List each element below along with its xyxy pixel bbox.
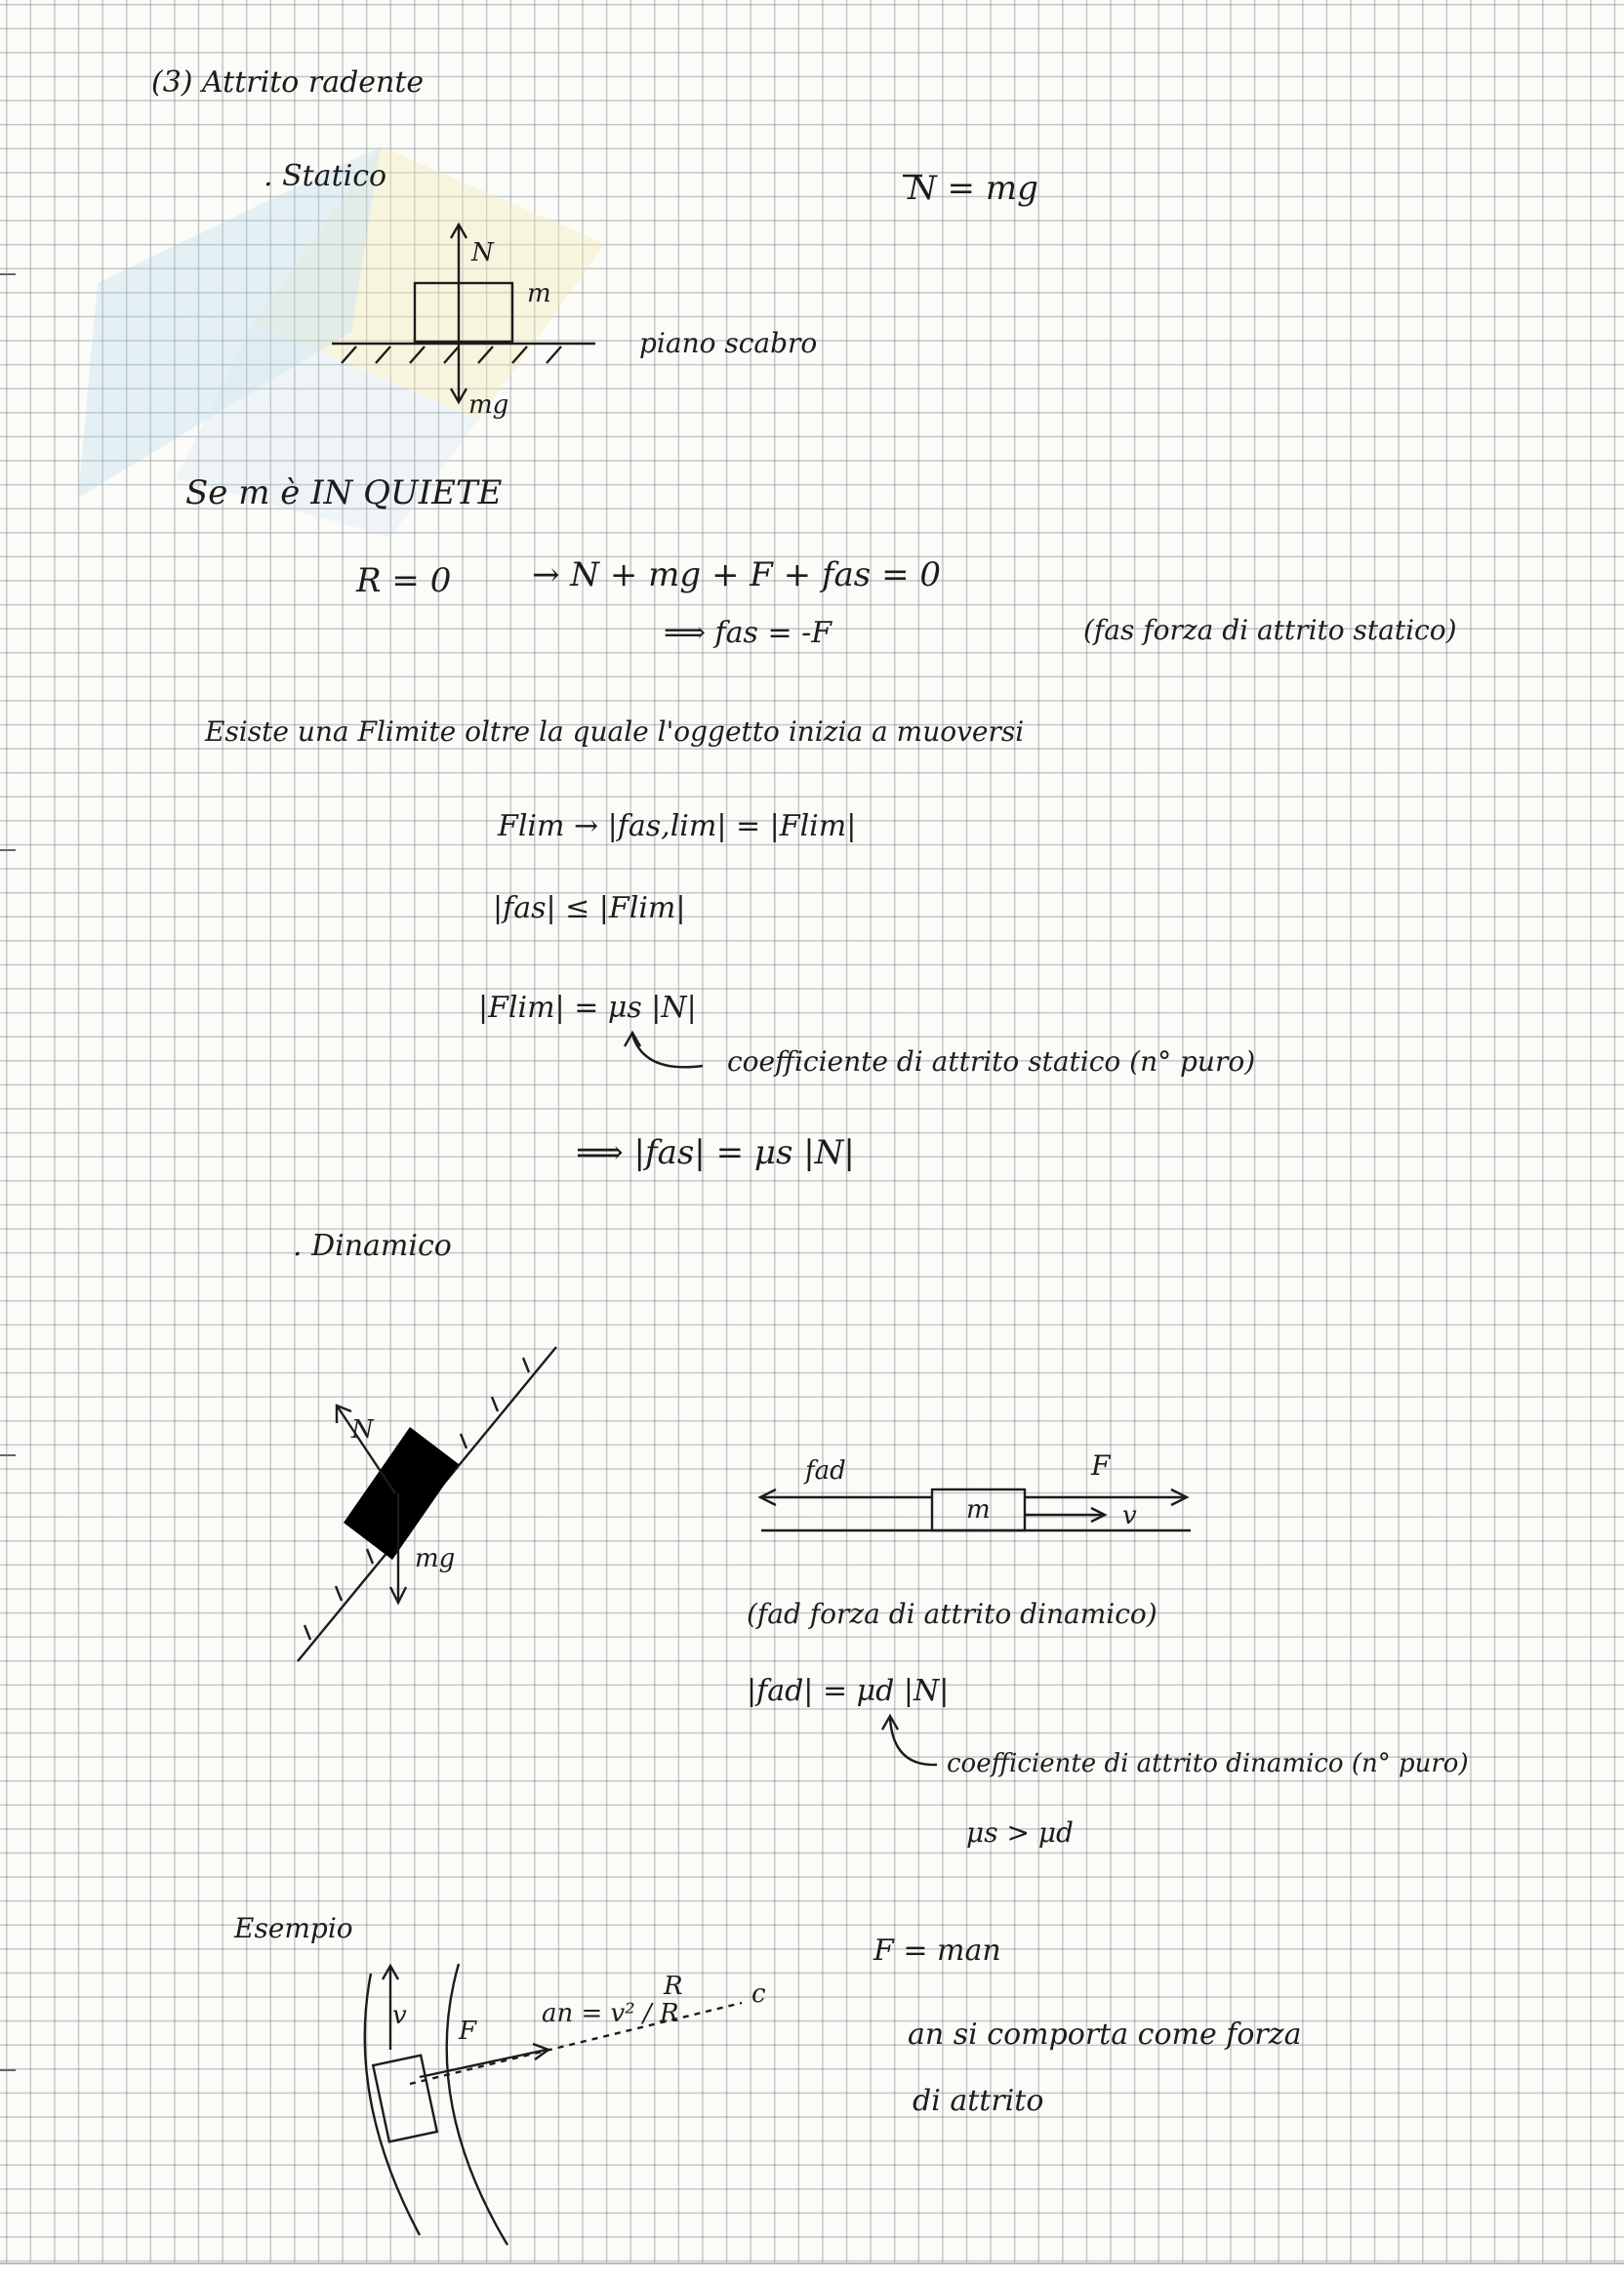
eq-flim-2: |fas| ≤ |Flim| (493, 891, 686, 925)
label-v-esempio: v (392, 2001, 407, 2030)
label-n-statico: N (471, 238, 494, 267)
eq-flim-1: Flim → |fas,lim| = |Flim| (498, 809, 857, 843)
condition-quiete: Se m è IN QUIETE (185, 473, 503, 512)
eq-f-man: F = man (873, 1934, 1001, 1968)
label-m-statico: m (527, 279, 551, 308)
label-f-esempio: F (459, 2017, 477, 2046)
ineq-mu: μs > μd (966, 1816, 1074, 1849)
flim-intro: Esiste una Flimite oltre la quale l'oggetto inizia a muoversi (205, 715, 1025, 748)
label-r-esempio: R (664, 1972, 683, 2001)
eq-fad: |fad| = μd |N| (747, 1674, 950, 1708)
label-v-dinamico: v (1122, 1501, 1137, 1530)
eq-flim-3: |Flim| = μs |N| (478, 991, 697, 1025)
note-fad: (fad forza di attrito dinamico) (747, 1598, 1157, 1630)
label-f-dinamico: F (1091, 1449, 1111, 1482)
eq-resultant: R = 0 (356, 561, 452, 600)
eq-force-sum: → N + mg + F + fas = 0 (532, 555, 941, 594)
coef-static-note: coefficiente di attrito statico (n° puro) (727, 1045, 1256, 1078)
eq-normal-force: N = mg (908, 169, 1038, 208)
page-bottom-edge (0, 2263, 1624, 2283)
eq-final-static: ⟹ |fas| = μs |N| (576, 1133, 855, 1172)
eq-fas: ⟹ fas = -F (664, 616, 832, 650)
note-an-line1: an si comporta come forza (908, 2018, 1302, 2052)
coef-dynamic-note: coefficiente di attrito dinamico (n° puro) (947, 1749, 1469, 1778)
note-an-line2: di attrito (913, 2084, 1044, 2118)
label-mg-statico: mg (468, 390, 509, 420)
eq-an: an = v² / R (542, 1999, 679, 2028)
label-piano-scabro: piano scabro (639, 327, 818, 359)
dinamico-heading: . Dinamico (293, 1229, 452, 1263)
label-mg-dinamico: mg (415, 1544, 456, 1573)
note-fas: (fas forza di attrito statico) (1083, 614, 1457, 646)
label-fad: fad (805, 1456, 846, 1486)
section-title: (3) Attrito radente (151, 65, 425, 100)
esempio-heading: Esempio (234, 1912, 353, 1944)
label-m-dinamico: m (966, 1495, 991, 1525)
label-c-esempio: c (751, 1979, 766, 2009)
statico-heading: . Statico (264, 159, 387, 193)
label-n-dinamico: N (351, 1415, 374, 1445)
